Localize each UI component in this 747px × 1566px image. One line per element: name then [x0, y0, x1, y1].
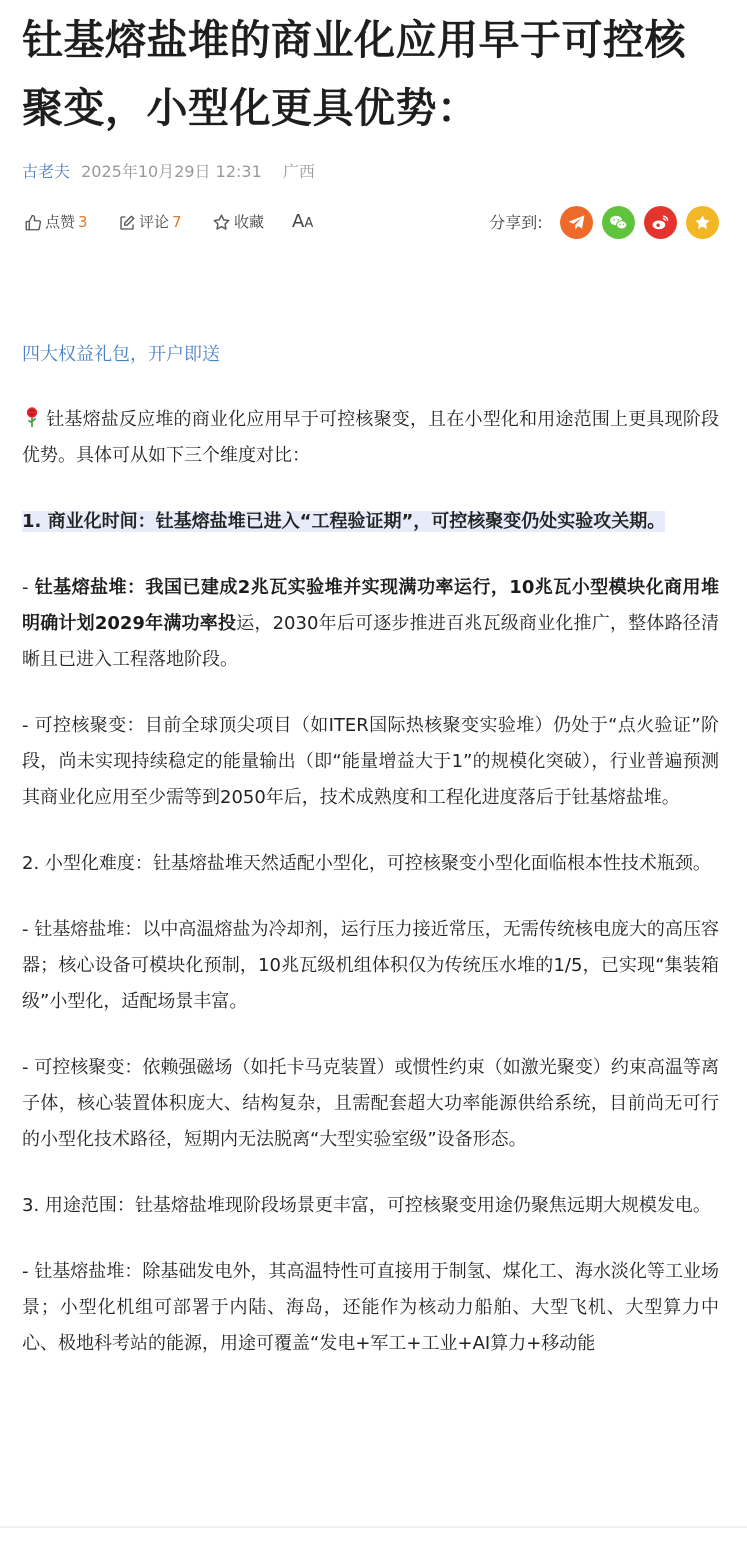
font-size-small: A	[304, 216, 314, 231]
section-2-heading: 2. 小型化难度：钍基熔盐堆天然适配小型化，可控核聚变小型化面临根本性技术瓶颈。	[22, 853, 711, 874]
share-favorite-button[interactable]	[686, 206, 719, 239]
paragraph-fusion-miniaturization: - 可控核聚变：依赖强磁场（如托卡马克装置）或惯性约束（如激光聚变）约束高温等离子体，核心装置体积庞大、结构复杂，且需配套超大功率能源供给系统，目前尚无可行的小型化技术路径，短期内无法脱离“大型实验室级”设备形态。	[22, 1057, 719, 1150]
comment-label: 评论	[139, 213, 170, 231]
share-wechat-button[interactable]	[602, 206, 635, 239]
paragraph-rest-text: 运，2030年后可逐步推进百兆瓦级商业化推广，整体路径清晰且已进入工程落地阶段。	[22, 613, 719, 670]
publish-location: 广西	[282, 162, 315, 181]
favorite-button[interactable]	[212, 204, 264, 240]
paragraph-bold-text: 钍基熔盐堆：我国已建成2兆瓦实验堆并实现满功率运行，10兆瓦小型模块化商用堆明确计划2029年满功率投	[22, 577, 719, 634]
paper-plane-icon	[567, 213, 586, 232]
star-outline-icon	[212, 213, 231, 232]
article	[22, 0, 719, 1392]
share-weibo-button[interactable]	[644, 206, 677, 239]
bottom-cutoff	[0, 1528, 747, 1566]
rose-icon	[22, 406, 42, 428]
article-title: 钍基熔盐堆的商业化应用早于可控核聚变，小型化更具优势：	[22, 16, 686, 132]
section-1-heading-text: 1. 商业化时间：钍基熔盐堆已进入“工程验证期”，可控核聚变仍处实验攻关期。	[22, 511, 666, 532]
paragraph-thorium-miniaturization: - 钍基熔盐堆：以中高温熔盐为冷却剂，运行压力接近常压，无需传统核电庞大的高压容器；核心设备可模块化预制，10兆瓦级机组体积仅为传统压水堆的1/5，已实现“集装箱级”小型化，适配场景丰富。	[22, 919, 719, 1012]
edit-comment-icon	[118, 214, 136, 232]
comment-button[interactable]	[118, 204, 182, 240]
article-meta	[22, 160, 719, 184]
share-label: 分享到:	[489, 212, 543, 232]
wechat-icon	[609, 213, 628, 232]
publish-time: 2025年10月29日 12:31	[81, 162, 262, 181]
font-size-button[interactable]	[292, 204, 313, 240]
section-1-heading	[22, 504, 719, 540]
share-paper-plane-button[interactable]	[560, 206, 593, 239]
paragraph-intro	[22, 402, 719, 474]
favorite-label: 收藏	[234, 213, 265, 231]
paragraph-thorium-commercial	[22, 570, 719, 678]
paragraph-prefix: -	[22, 577, 35, 598]
author-link[interactable]: 古老夫	[22, 162, 71, 181]
like-label: 点赞	[45, 213, 76, 231]
share-group	[489, 204, 719, 240]
action-bar	[22, 204, 719, 240]
star-icon	[693, 213, 712, 232]
weibo-icon	[651, 213, 670, 232]
paragraph-thorium-usage: - 钍基熔盐堆：除基础发电外，其高温特性可直接用于制氢、煤化工、海水淡化等工业场景；小型化机组可部署于内陆、海岛，还能作为核动力船舶、大型飞机、大型算力中心、极地科考站的能源，用途可覆盖“发电+军工+工业+AI算力+移动能	[22, 1261, 719, 1354]
paragraph-intro-text: 钍基熔盐反应堆的商业化应用早于可控核聚变，且在小型化和用途范围上更具现阶段优势。具体可从如下三个维度对比：	[22, 409, 719, 466]
font-size-big: A	[292, 211, 305, 232]
paragraph-fusion-commercial: - 可控核聚变：目前全球顶尖项目（如ITER国际热核聚变实验堆）仍处于“点火验证”阶段，尚未实现持续稳定的能量输出（即“能量增益大于1”的规模化突破），行业普遍预测其商业化应用至少需等到2050年后，技术成熟度和工程化进度落后于钍基熔盐堆。	[22, 715, 719, 808]
like-count: 3	[78, 213, 88, 231]
article-body	[22, 402, 719, 1362]
promo-link[interactable]: 四大权益礼包，开户即送	[22, 344, 220, 365]
comment-count: 7	[172, 213, 182, 231]
like-button[interactable]	[24, 204, 88, 240]
thumbs-up-icon	[24, 214, 42, 232]
section-3-heading: 3. 用途范围：钍基熔盐堆现阶段场景更丰富，可控核聚变用途仍聚焦远期大规模发电。	[22, 1195, 711, 1216]
